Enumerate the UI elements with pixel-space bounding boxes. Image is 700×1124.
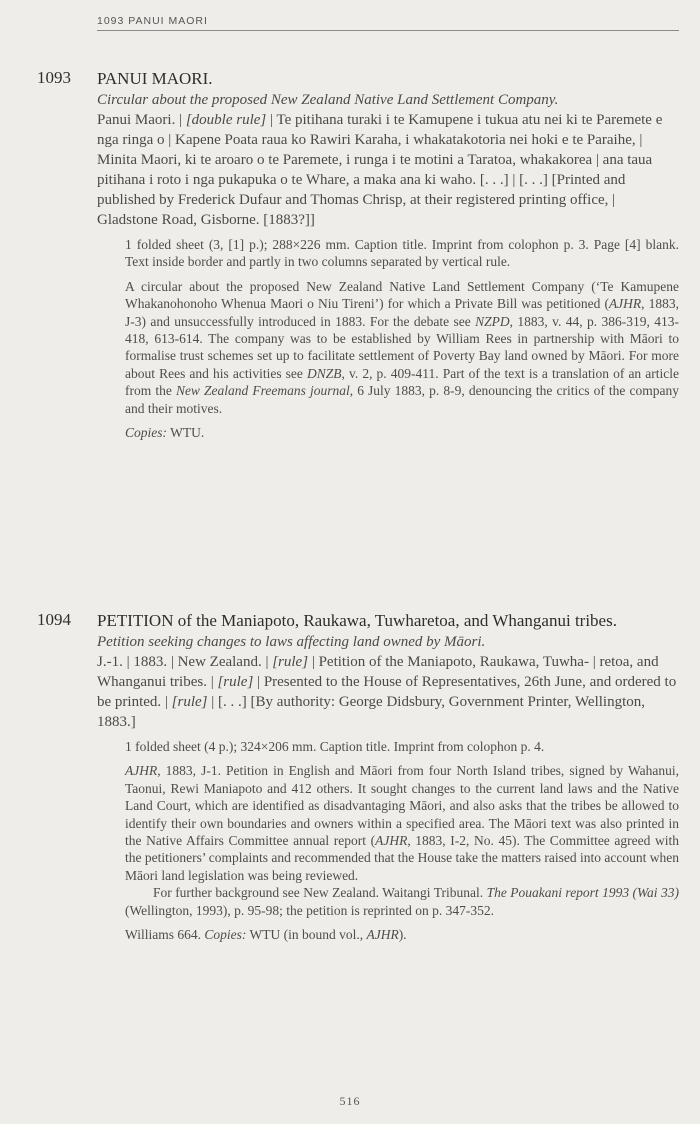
italic-text: [rule] bbox=[217, 674, 254, 690]
text-run: ). bbox=[398, 927, 407, 943]
text-run: , 1883, v. 44, p. 386-319, 413-418, 613-614. The company was to be established by William Rees in partnership with Māori to formalise trust schemes set up to facilitate settlement of Poverty Bay land owned by Māori. For more about Rees and his activities see bbox=[125, 313, 679, 381]
text-run: | Te pitihana turaki i te Kamupene i tukua atu nei ki te Paremete e nga ringa o | Kapene Poata raua ko Rawiri Karaha, i whakatakotoria nei hoki e te Paraihe, | Minita Maori, ki te aroaro o te Paremete, i runga i te motini a Taratoa, whakakorea | ana taua pitihana i roto i nga pukapuka o te Whare, a maka ana ki waho. [. . .] | [. . .] [Printed and published by Frederick Dufaur and Thomas Chrisp, at their registered printing office, | Gladstone Road, Gisborne. [1883?]] bbox=[97, 112, 663, 228]
text-run: Williams 664. bbox=[125, 927, 205, 943]
text-run: For further background see New Zealand. Waitangi Tribunal. bbox=[153, 885, 487, 901]
text-run: , 1883, I-2, No. 45). The Committee agreed with the petitioners’ complaints and recommended that the House take the matters raised into account when Māori land legislation was being reviewed. bbox=[125, 833, 679, 883]
running-head: 1093 PANUI MAORI bbox=[97, 15, 679, 31]
entry-title: PETITION of the Maniapoto, Raukawa, Tuwharetoa, and Whanganui tribes. bbox=[97, 611, 617, 630]
text-run: 1 folded sheet (3, [1] p.); 288×226 mm. Caption title. Imprint from colophon p. 3. Page [4] blank. Text inside border and partly in two columns separated by vertical rule. bbox=[125, 237, 679, 270]
italic-text: New Zealand Freemans journal bbox=[175, 383, 350, 399]
text-run: A circular about the proposed New Zealand Native Land Settlement Company (‘Te Kamupene Whakanohonoho Whenua Maori o Niu Tireni’) for which a Private Bill was petitioned ( bbox=[125, 278, 679, 312]
italic-text: [rule] bbox=[171, 694, 208, 710]
text-run: | Petition of the Maniapoto, Raukawa, Tuwha- | retoa, and Whanganui tribes. | bbox=[97, 654, 659, 690]
annotation bbox=[125, 278, 679, 417]
italic-text: AJHR bbox=[125, 763, 158, 779]
page-number: 516 bbox=[339, 1094, 361, 1108]
entry-subtitle: Circular about the proposed New Zealand Native Land Settlement Company. bbox=[97, 92, 559, 108]
text-run: 1 folded sheet (4 p.); 324×206 mm. Caption title. Imprint from colophon p. 4. bbox=[125, 739, 545, 754]
italic-text: Copies: bbox=[125, 425, 167, 441]
entry-body bbox=[97, 68, 679, 441]
italic-text: AJHR bbox=[375, 833, 408, 849]
entry-body bbox=[97, 610, 679, 943]
italic-text: Copies: bbox=[204, 927, 247, 943]
text-run: J.-1. | 1883. | New Zealand. | bbox=[97, 654, 273, 670]
text-run: WTU. bbox=[167, 425, 205, 441]
title-transcript bbox=[97, 110, 679, 230]
entry-number: 1094 bbox=[37, 610, 71, 629]
text-run: | [. . .] [By authority: George Didsbury, Government Printer, Wellington, 1883.] bbox=[97, 694, 646, 730]
italic-text: [rule] bbox=[272, 654, 309, 670]
italic-text: The Pouakani report 1993 (Wai 33) bbox=[486, 885, 679, 901]
entry-title: PANUI MAORI. bbox=[97, 69, 213, 88]
text-run: , 6 July 1883, p. 8-9, denouncing the critics of the company and their motives. bbox=[125, 383, 679, 416]
text-run: , v. 2, p. 409-411. Part of the text is a translation of an article from the bbox=[125, 365, 679, 399]
text-run: (Wellington, 1993), p. 95-98; the petition is reprinted on p. 347-352. bbox=[125, 902, 494, 918]
italic-text: [double rule] bbox=[185, 112, 267, 128]
entry-number: 1093 bbox=[37, 68, 71, 87]
italic-text: AJHR bbox=[608, 296, 642, 312]
physical-description bbox=[125, 738, 679, 755]
italic-text: NZPD bbox=[475, 313, 510, 329]
text-run: | Presented to the House of Representatives, 26th June, and ordered to be printed. | bbox=[97, 674, 677, 710]
text-run: , 1883, J-1. Petition in English and Māori from four North Island tribes, signed by Wahanui, Taonui, Rewi Maniapoto and 412 others. It sought changes to the current land laws and the Native Land Court, which are identified as disadvantaging Māori, and also asks that the tribes be allowed to identify their own boundaries and owners within a specified area. The Māori text was also printed in the Native Affairs Committee annual report ( bbox=[125, 763, 679, 849]
italic-text: AJHR bbox=[366, 927, 399, 943]
copies-note bbox=[125, 424, 679, 441]
text-run: , 1883, J-3) and unsuccessfully introduced in 1883. For the debate see bbox=[125, 296, 680, 329]
text-run: Panui Maori. | bbox=[97, 112, 186, 128]
annotation bbox=[125, 762, 679, 884]
italic-text: DNZB bbox=[307, 365, 342, 381]
title-transcript bbox=[97, 652, 679, 732]
annotation-continued bbox=[125, 884, 679, 919]
entry-subtitle: Petition seeking changes to laws affecting land owned by Māori. bbox=[97, 634, 486, 650]
text-run: WTU (in bound vol., bbox=[246, 927, 367, 943]
physical-description bbox=[125, 236, 679, 271]
copies-note bbox=[125, 926, 679, 943]
